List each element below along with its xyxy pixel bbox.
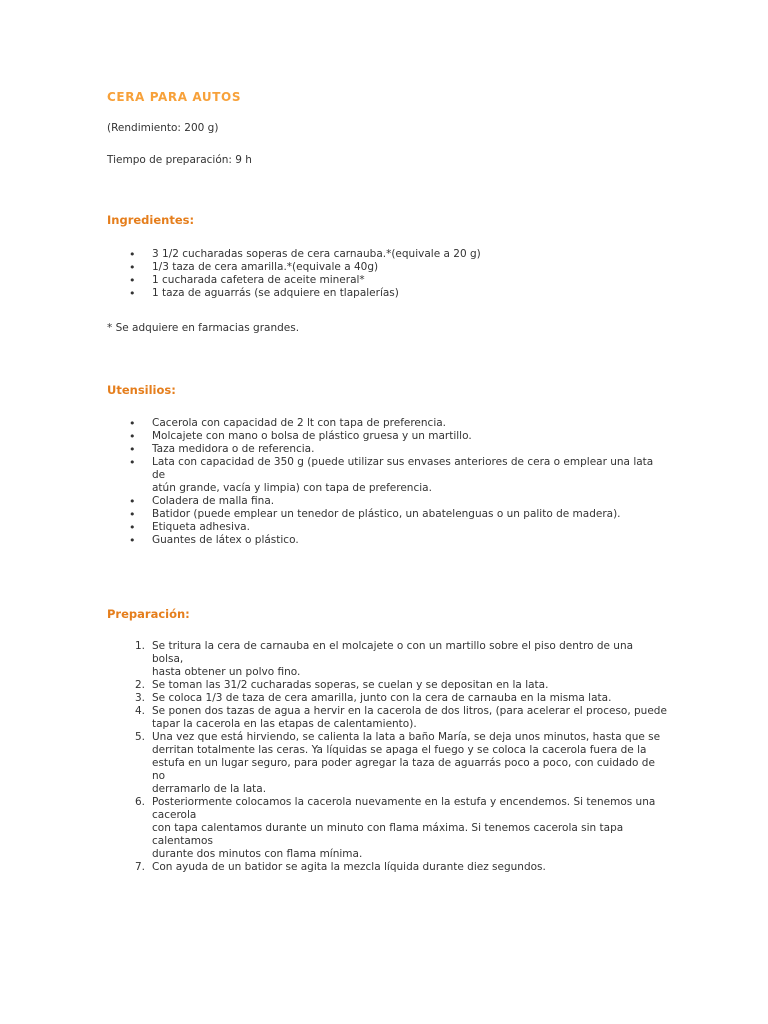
ingredients-note: * Se adquiere en farmacias grandes. (107, 322, 300, 334)
step-text: Con ayuda de un batidor se agita la mezcla líquida durante diez segundos. (152, 861, 546, 873)
list-item (107, 430, 667, 443)
bullet-icon: • (129, 248, 136, 261)
preparation-heading: Preparación: (107, 607, 190, 621)
step-item (107, 692, 667, 705)
step-item (107, 796, 667, 861)
list-item (107, 443, 667, 456)
step-item (107, 705, 667, 731)
step-number: 2. (134, 679, 145, 691)
step-text: Se ponen dos tazas de agua a hervir en la cacerola de dos litros, (para acelerar el proceso, puede tapar la cacerola en las etapas de calentamiento). (152, 705, 667, 730)
bullet-icon: • (129, 456, 136, 469)
step-item (107, 640, 667, 679)
utensil-text: Taza medidora o de referencia. (152, 443, 315, 455)
utensil-text: Cacerola con capacidad de 2 lt con tapa de preferencia. (152, 417, 447, 429)
bullet-icon: • (129, 521, 136, 534)
utensils-heading: Utensilios: (107, 383, 176, 397)
utensil-text: Coladera de malla fina. (152, 495, 275, 507)
preparation-steps (107, 640, 667, 874)
step-number: 7. (134, 861, 145, 873)
utensil-text: Batidor (puede emplear un tenedor de plástico, un abatelenguas o un palito de madera). (152, 508, 621, 520)
utensil-text: Molcajete con mano o bolsa de plástico gruesa y un martillo. (152, 430, 472, 442)
list-item (107, 456, 667, 495)
step-text: Posteriormente colocamos la cacerola nuevamente en la estufa y encendemos. Si tenemos una cacerola con tapa calentamos durante un minuto con flama máxima. Si tenemos cacerola sin tapa calentamos durante dos minutos con flama mínima. (152, 796, 656, 860)
list-item (107, 248, 667, 261)
ingredient-text: 3 1/2 cucharadas soperas de cera carnauba.*(equivale a 20 g) (152, 248, 481, 260)
list-item (107, 261, 667, 274)
step-number: 6. (134, 796, 145, 808)
bullet-icon: • (129, 508, 136, 521)
bullet-icon: • (129, 261, 136, 274)
ingredient-text: 1 cucharada cafetera de aceite mineral* (152, 274, 365, 286)
bullet-icon: • (129, 430, 136, 443)
utensil-text: Guantes de látex o plástico. (152, 534, 299, 546)
yield-text: (Rendimiento: 200 g) (107, 122, 219, 134)
bullet-icon: • (129, 534, 136, 547)
bullet-icon: • (129, 417, 136, 430)
step-item (107, 731, 667, 796)
step-number: 1. (134, 640, 145, 652)
step-text: Se coloca 1/3 de taza de cera amarilla, junto con la cera de carnauba en la misma lata. (152, 692, 612, 704)
bullet-icon: • (129, 495, 136, 508)
prep-time-text: Tiempo de preparación: 9 h (107, 154, 252, 166)
list-item (107, 495, 667, 508)
ingredients-heading: Ingredientes: (107, 213, 195, 227)
bullet-icon: • (129, 274, 136, 287)
utensil-text: Etiqueta adhesiva. (152, 521, 250, 533)
bullet-icon: • (129, 443, 136, 456)
ingredient-text: 1/3 taza de cera amarilla.*(equivale a 40g) (152, 261, 379, 273)
utensils-list (107, 417, 667, 547)
step-text: Una vez que está hirviendo, se calienta la lata a baño María, se deja unos minutos, hasta que se derritan totalmente las ceras. Ya líquidas se apaga el fuego y se coloca la cacerola fuera de la estufa en un lugar seguro, para poder agregar la taza de aguarrás poco a poco, con cuidado de no derramarlo de la lata. (152, 731, 661, 795)
page-title: CERA PARA AUTOS (107, 90, 242, 104)
step-text: Se tritura la cera de carnauba en el molcajete o con un martillo sobre el piso dentro de una bolsa, hasta obtener un polvo fino. (152, 640, 634, 678)
utensil-text: Lata con capacidad de 350 g (puede utilizar sus envases anteriores de cera o emplear una lata de atún grande, vacía y limpia) con tapa de preferencia. (152, 456, 654, 494)
list-item (107, 508, 667, 521)
list-item (107, 534, 667, 547)
step-number: 5. (134, 731, 145, 743)
step-number: 3. (134, 692, 145, 704)
step-text: Se toman las 31/2 cucharadas soperas, se cuelan y se depositan en la lata. (152, 679, 549, 691)
list-item (107, 417, 667, 430)
step-item (107, 861, 667, 874)
ingredients-list (107, 248, 667, 300)
ingredient-text: 1 taza de aguarrás (se adquiere en tlapalerías) (152, 287, 399, 299)
bullet-icon: • (129, 287, 136, 300)
step-number: 4. (134, 705, 145, 717)
list-item (107, 521, 667, 534)
list-item (107, 274, 667, 287)
list-item (107, 287, 667, 300)
step-item (107, 679, 667, 692)
